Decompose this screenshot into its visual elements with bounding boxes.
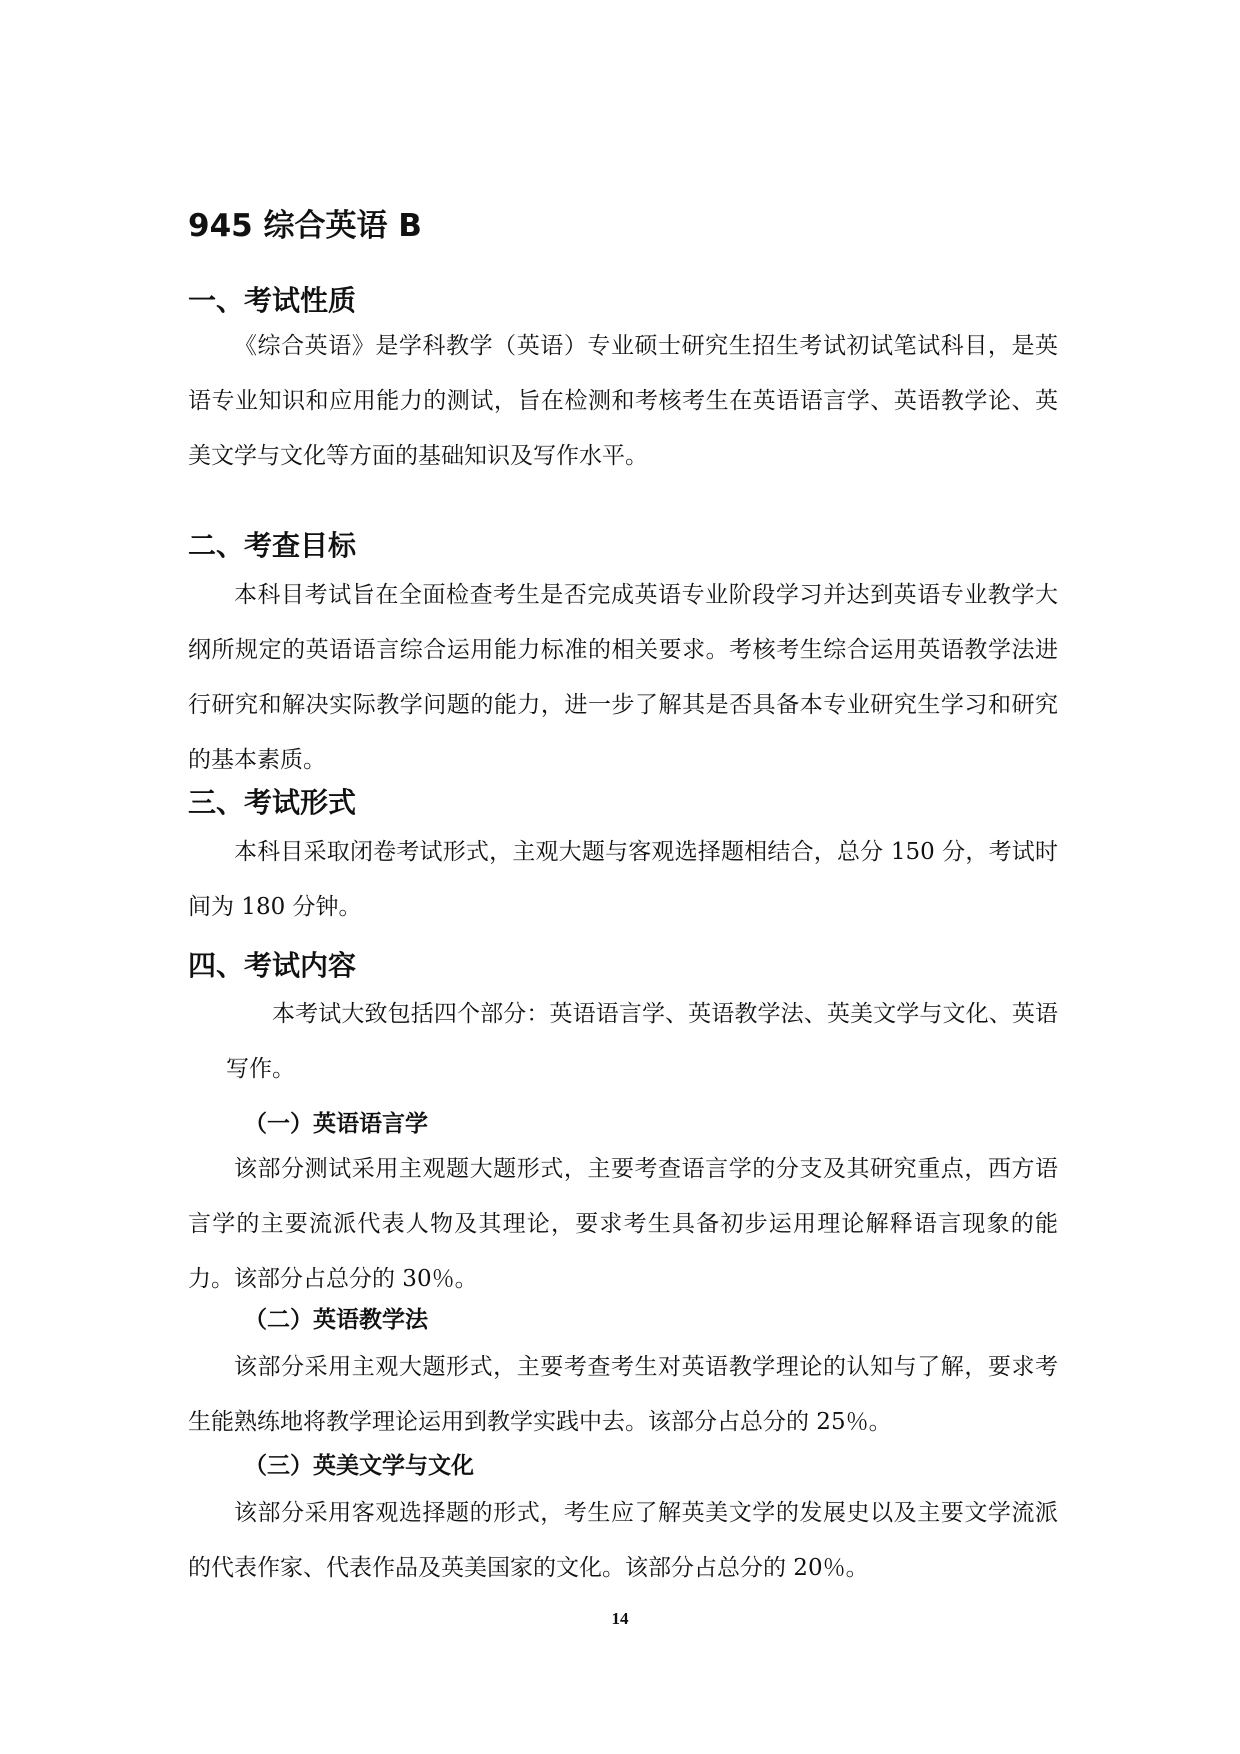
subsection-heading-teaching-methodology: （二）英语教学法 [244,1307,428,1333]
subsection-paragraph-teaching-methodology: 该部分采用主观大题形式，主要考查考生对英语教学理论的认知与了解，要求考生能熟练地将教学理论运用到教学实践中去。该部分占总分的 25％。 [188,1354,1058,1435]
section-heading-exam-nature: 一、考试性质 [188,284,357,317]
subsection-paragraph-literature-culture: 该部分采用客观选择题的形式，考生应了解英美文学的发展史以及主要文学流派的代表作家、代表作品及英美国家的文化。该部分占总分的 20％。 [188,1500,1058,1581]
page-number: 14 [611,1609,629,1628]
section-paragraph-exam-format: 本科目采取闭卷考试形式，主观大题与客观选择题相结合，总分 150 分，考试时间为 180 分钟。 [188,839,1058,920]
subsection-heading-linguistics: （一）英语语言学 [244,1111,428,1137]
section-paragraph-exam-objectives: 本科目考试旨在全面检查考生是否完成英语专业阶段学习并达到英语专业教学大纲所规定的英语语言综合运用能力标准的相关要求。考核考生综合运用英语教学法进行研究和解决实际教学问题的能力，进一步了解其是否具备本专业研究生学习和研究的基本素质。 [188,582,1058,773]
section-paragraph-exam-nature: 《综合英语》是学科教学（英语）专业硕士研究生招生考试初试笔试科目，是英语专业知识和应用能力的测试，旨在检测和考核考生在英语语言学、英语教学论、英美文学与文化等方面的基础知识及写作水平。 [188,333,1058,469]
subsection-paragraph-linguistics: 该部分测试采用主观题大题形式，主要考查语言学的分支及其研究重点，西方语言学的主要流派代表人物及其理论，要求考生具备初步运用理论解释语言现象的能力。该部分占总分的 30％。 [188,1156,1058,1292]
document-title: 945 综合英语 B [188,208,422,244]
section-heading-exam-objectives: 二、考查目标 [188,529,357,562]
section-paragraph-exam-content: 本考试大致包括四个部分：英语语言学、英语教学法、英美文学与文化、英语写作。 [226,1001,1058,1082]
subsection-heading-literature-culture: （三）英美文学与文化 [244,1453,474,1479]
section-heading-exam-content: 四、考试内容 [188,949,357,982]
section-heading-exam-format: 三、考试形式 [188,786,357,819]
